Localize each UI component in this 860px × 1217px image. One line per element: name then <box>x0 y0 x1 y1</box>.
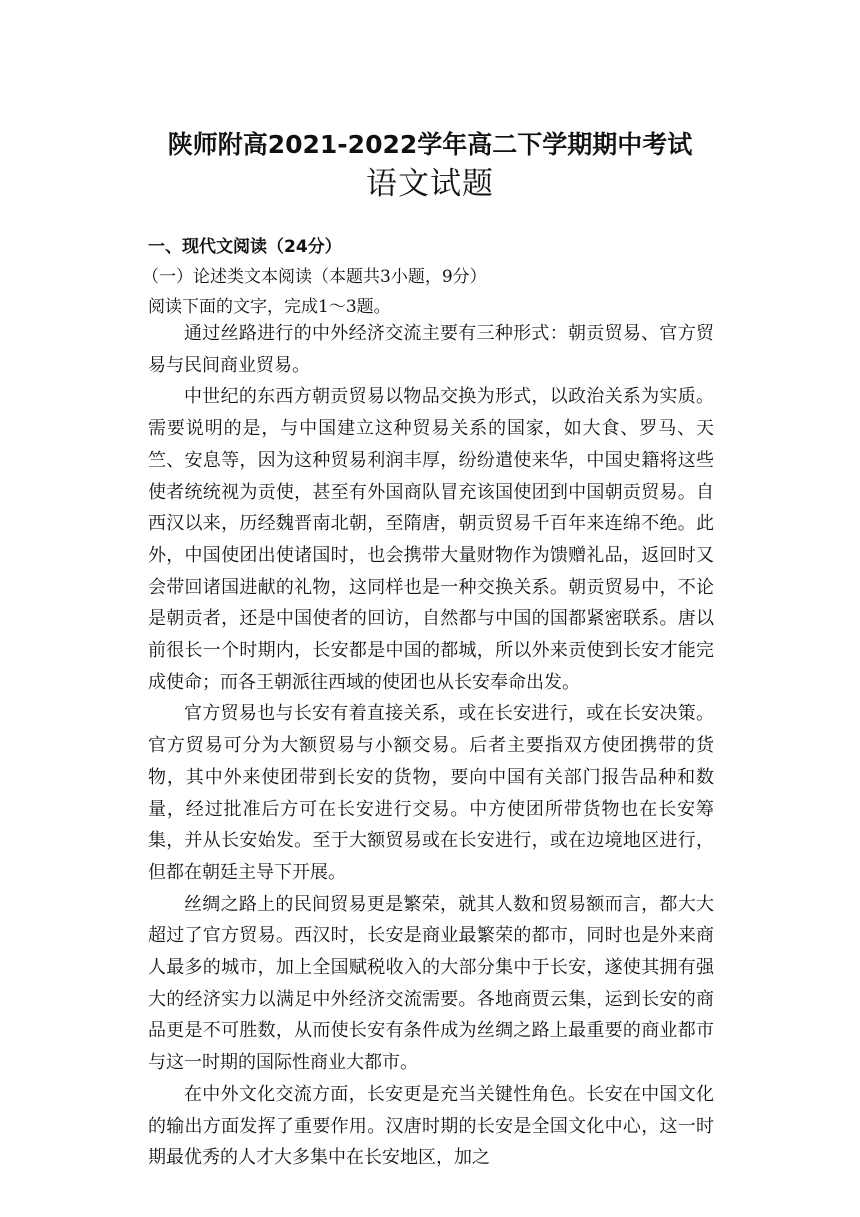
reading-instruction: 阅读下面的文字，完成1～3题。 <box>148 297 391 317</box>
passage-paragraph: 通过丝路进行的中外经济交流主要有三种形式：朝贡贸易、官方贸易与民间商业贸易。 <box>148 323 714 376</box>
passage-paragraph: 中世纪的东西方朝贡贸易以物品交换为形式，以政治关系为实质。需要说明的是，与中国建立这种贸易关系的国家，如大食、罗马、天竺、安息等，因为这种贸易利润丰厚，纷纷遣使来华，中国史籍将这些使者统统视为贡使，甚至有外国商队冒充该国使团到中国朝贡贸易。自西汉以来，历经魏晋南北朝，至隋唐，朝贡贸易千百年来连绵不绝。此外，中国使团出使诸国时，也会携带大量财物作为馈赠礼品，返回时又会带回诸国进献的礼物，这同样也是一种交换关系。朝贡贸易中，不论是朝贡者，还是中国使者的回访，自然都与中国的国都紧密联系。唐以前很长一个时期内，长安都是中国的都城，所以外来贡使到长安才能完成使命；而各王朝派往西域的使团也从长安奉命出发。 <box>148 386 714 693</box>
section-heading: 一、现代文阅读（24分） <box>148 237 342 257</box>
reading-passage <box>148 318 714 1174</box>
exam-subtitle: 语文试题 <box>366 166 494 202</box>
passage-paragraph: 在中外文化交流方面，长安更是充当关键性角色。长安在中国文化的输出方面发挥了重要作用。汉唐时期的长安是全国文化中心，这一时期最优秀的人才大多集中在长安地区，加之 <box>148 1083 714 1169</box>
subsection-heading: （一）论述类文本阅读（本题共3小题，9分） <box>142 267 487 287</box>
passage-paragraph: 丝绸之路上的民间贸易更是繁荣，就其人数和贸易额而言，都大大超过了官方贸易。西汉时，长安是商业最繁荣的都市，同时也是外来商人最多的城市，加上全国赋税收入的大部分集中于长安，遂使其拥有强大的经济实力以满足中外经济交流需要。各地商贾云集，运到长安的商品更是不可胜数，从而使长安有条件成为丝绸之路上最重要的商业都市与这一时期的国际性商业大都市。 <box>148 893 714 1074</box>
exam-title: 陕师附高2021-2022学年高二下学期期中考试 <box>167 130 693 159</box>
passage-paragraph: 官方贸易也与长安有着直接关系，或在长安进行，或在长安决策。官方贸易可分为大额贸易与小额交易。后者主要指双方使团携带的货物，其中外来使团带到长安的货物，要向中国有关部门报告品种和数量，经过批准后方可在长安进行交易。中方使团所带货物也在长安筹集，并从长安始发。至于大额贸易或在长安进行，或在边境地区进行，但都在朝廷主导下开展。 <box>148 703 714 883</box>
